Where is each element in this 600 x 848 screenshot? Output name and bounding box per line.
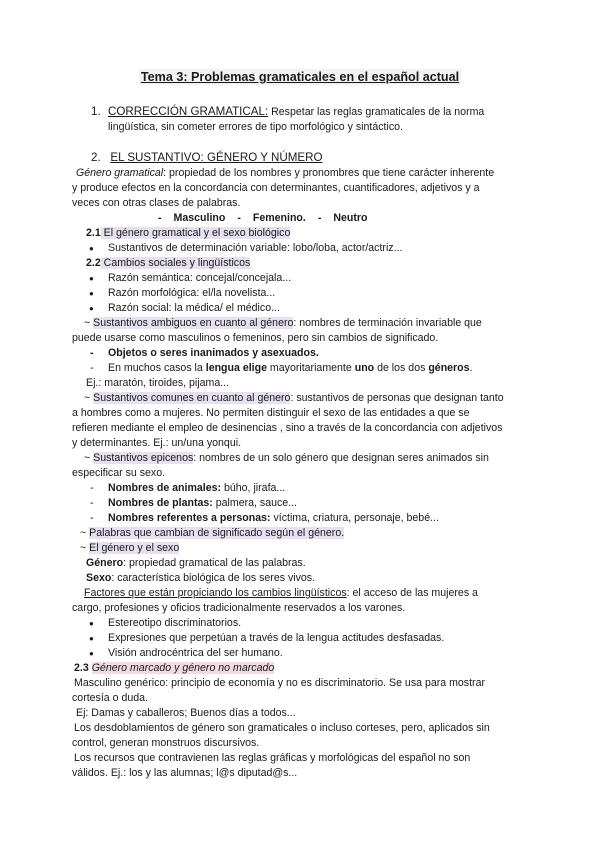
comunes-line-2: a hombres como a mujeres. No permiten distinguir el sexo de las entidades a que se <box>72 407 470 419</box>
s23-p1-line-2: cortesía o duda. <box>72 692 148 704</box>
list-item <box>72 496 532 511</box>
main-content <box>72 166 532 781</box>
gender-neutro: Neutro <box>333 212 368 224</box>
def-sexo <box>72 571 532 586</box>
dash: - <box>158 212 162 224</box>
tilde-marker: ~ <box>80 527 87 539</box>
text: uno <box>354 362 375 374</box>
factores-line-2: cargo, profesiones y oficios tradicionalmente reservados a los varones. <box>72 602 406 614</box>
comunes-label: Sustantivos comunes en cuanto al género <box>93 392 291 404</box>
list-item <box>72 481 532 496</box>
intro-text: : propiedad de los nombres y pronombres que tiene carácter inherente <box>163 167 495 179</box>
tilde-marker: ~ <box>84 452 91 464</box>
s23-p4-line-2: válidos. Ej.: los y las alumnas; l@s diputad@s... <box>72 767 298 779</box>
text: víctima, criatura, personaje, bebé... <box>270 512 439 524</box>
section-text-line: lingüística, sin cometer errores de tipo morfológico y sintáctico. <box>108 121 403 133</box>
section-number: 1. <box>91 105 101 118</box>
comunes-line-4: y determinantes. Ej.: un/una yonqui. <box>72 437 242 449</box>
section-sustantivo-heading <box>91 150 323 165</box>
factores-line-1 <box>72 586 532 601</box>
genero-sexo-line <box>72 541 532 556</box>
intro-term: Género gramatical <box>76 167 164 179</box>
text: Nombres de plantas: <box>108 497 213 509</box>
ambiguos-text: : nombres de terminación invariable que <box>293 317 482 329</box>
text: Nombres de animales: <box>108 482 222 494</box>
text: En muchos casos la <box>108 362 206 374</box>
s23-p1-line-1: Masculino genérico: principio de economía y no es discriminatorio. Se usa para mostrar <box>74 677 485 689</box>
text: : el acceso de las mujeres a <box>346 587 478 599</box>
term: Sexo <box>86 572 112 584</box>
text: búho, jirafa... <box>221 482 286 494</box>
genero-sexo-label: El género y el sexo <box>89 542 180 554</box>
tilde-marker: ~ <box>84 317 91 329</box>
list-item: ● Sustantivos de determinación variable: lobo/loba, actor/actriz... <box>72 241 532 256</box>
term: Género <box>86 557 124 569</box>
text: Nombres referentes a personas: <box>108 512 271 524</box>
section-heading: EL SUSTANTIVO: GÉNERO Y NÚMERO <box>110 151 323 164</box>
epicenos-text: : nombres de un solo género que designan seres animados sin <box>193 452 489 464</box>
comunes-line-1 <box>72 391 532 406</box>
subsection-title: Género marcado y género no marcado <box>91 662 275 674</box>
intro-line-3: veces con otras clases de palabras. <box>72 197 241 209</box>
subsection-number: 2.1 <box>86 227 101 239</box>
ambiguos-label: Sustantivos ambiguos en cuanto al género <box>93 317 294 329</box>
def-genero <box>72 556 532 571</box>
list-item: ● Visión androcéntrica del ser humano. <box>72 646 532 661</box>
list-item: ● Razón semántica: concejal/concejala... <box>72 271 532 286</box>
s23-p3-line-1: Los desdoblamientos de género son gramaticales o incluso corteses, pero, aplicados sin <box>74 722 490 734</box>
epicenos-line-2: especificar su sexo. <box>72 467 166 479</box>
list-item: ● Estereotipo discriminatorios. <box>72 616 532 631</box>
intro-line-2: y produce efectos en la concordancia con determinantes, cuantificadores, adjetivos y a <box>72 182 480 194</box>
subsection-title: El género gramatical y el sexo biológico <box>100 227 291 239</box>
tilde-marker: ~ <box>80 542 87 554</box>
gender-femenino: Femenino. <box>252 212 306 224</box>
list-item <box>72 511 532 526</box>
palabras-label: Palabras que cambian de significado según el género. <box>89 527 345 539</box>
text: géneros <box>428 362 470 374</box>
section-text: Respetar las reglas gramaticales de la norma <box>268 106 485 118</box>
list-item: ● Razón social: la médica/ el médico... <box>72 301 532 316</box>
comunes-line-3: refieren mediante el empleo de desinencias , sino a través de la concordancia con adjetivos <box>72 422 503 434</box>
list-item: - Objetos o seres inanimados y asexuados. <box>72 346 532 361</box>
text: lengua elige <box>205 362 267 374</box>
section-correccion <box>91 104 531 135</box>
tilde-marker: ~ <box>84 392 91 404</box>
title-container <box>0 70 600 86</box>
dash: - <box>317 212 322 224</box>
palabras-line <box>72 526 532 541</box>
subsection-2-3 <box>72 661 532 676</box>
subsection-title: Cambios sociales y lingüísticos <box>100 257 251 269</box>
subsection-number: 2.2 <box>86 257 101 269</box>
text: mayoritariamente <box>266 362 355 374</box>
epicenos-label: Sustantivos epicenos <box>93 452 194 464</box>
s23-p4-line-1: Los recursos que contravienen las reglas gráficas y morfológicas del español no son <box>74 752 471 764</box>
subsection-2-1 <box>72 226 532 241</box>
document-title: Tema 3: Problemas gramaticales en el español actual <box>140 70 460 84</box>
text: palmera, sauce... <box>212 497 297 509</box>
subsection-number: 2.3 <box>74 662 89 674</box>
ambiguos-example: Ej.: maratón, tiroides, pijama... <box>86 377 230 389</box>
text: : propiedad gramatical de las palabras. <box>123 557 306 569</box>
s23-p3-line-2: control, generan monstruos discursivos. <box>72 737 260 749</box>
text: . <box>469 362 473 374</box>
text: : característica biológica de los seres vivos. <box>111 572 316 584</box>
intro-line-1 <box>72 166 532 181</box>
dash: - <box>237 212 241 224</box>
list-item <box>72 361 532 376</box>
list-item: ● Razón morfológica: el/la novelista... <box>72 286 532 301</box>
gender-masculino: Masculino <box>173 212 226 224</box>
s23-p2: Ej: Damas y caballeros; Buenos días a todos... <box>76 707 296 719</box>
section-body <box>108 104 531 135</box>
text: de los dos <box>374 362 429 374</box>
ambiguos-line-1 <box>72 316 532 331</box>
comunes-text: : sustantivos de personas que designan tanto <box>290 392 504 404</box>
list-item: ● Expresiones que perpetúan a través de la lengua actitudes desfasadas. <box>72 631 532 646</box>
subsection-2-2 <box>72 256 532 271</box>
gender-types <box>72 211 532 226</box>
factores-label: Factores que están propiciando los cambios lingüísticos <box>84 587 347 599</box>
section-heading: CORRECCIÓN GRAMATICAL: <box>108 105 269 118</box>
epicenos-line-1 <box>72 451 532 466</box>
section-number: 2. <box>91 151 101 164</box>
ambiguos-line-2: puede usarse como masculinos o femeninos, pero sin cambios de significado. <box>72 332 439 344</box>
